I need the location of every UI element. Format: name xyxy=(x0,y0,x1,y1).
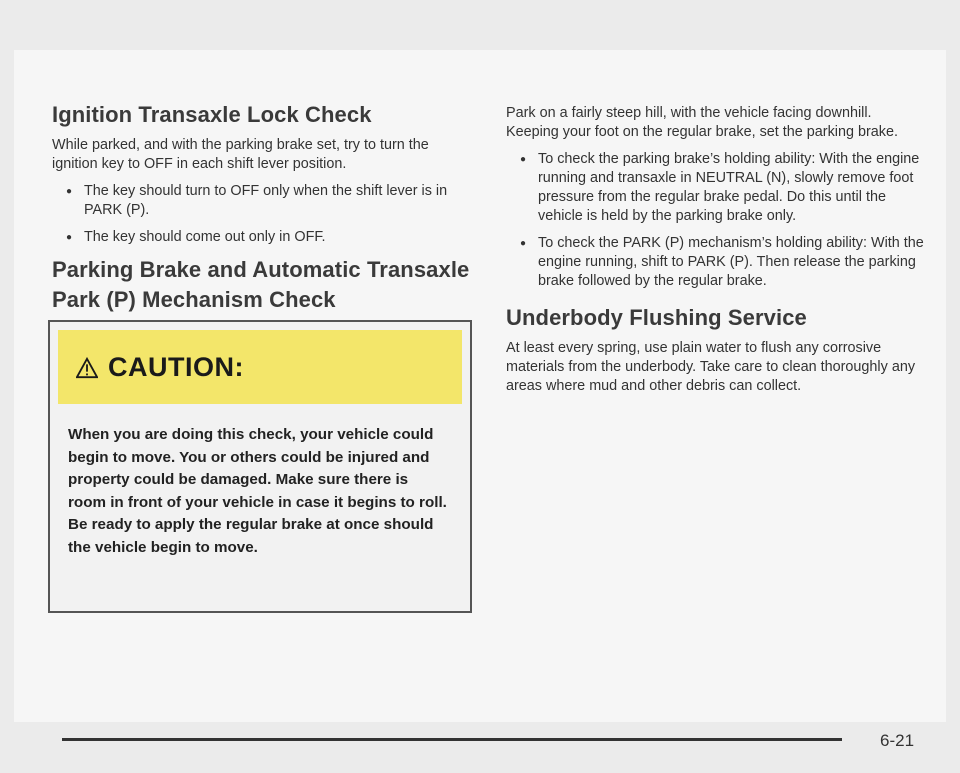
underbody-body: At least every spring, use plain water to flush any corrosive materials from the underbody. Take care to clean thoroughly any areas where mud and other debris can collect. xyxy=(506,340,916,394)
bullet-dot-icon: ● xyxy=(520,154,527,165)
bullet-dot-icon: ● xyxy=(66,232,73,243)
list-item-text: The key should come out only in OFF. xyxy=(84,229,326,245)
list-item-text: To check the PARK (P) mechanism’s holding ability: With the engine running, shift to PARK (P). Then release the parking brake followed by the regular brake. xyxy=(538,235,924,289)
page-number: 6-21 xyxy=(880,731,915,750)
caution-box xyxy=(48,320,472,613)
parking-brake-heading-line1: Parking Brake and Automatic Transaxle xyxy=(52,257,470,282)
parking-brake-heading xyxy=(52,255,470,315)
right-column xyxy=(506,104,926,396)
ignition-lock-intro: While parked, and with the parking brake set, try to turn the ignition key to OFF in each shift lever position. xyxy=(52,137,429,172)
left-column xyxy=(52,102,470,315)
underbody-heading: Underbody Flushing Service xyxy=(506,305,807,330)
warning-triangle-icon xyxy=(76,357,98,379)
parking-check-intro: Park on a fairly steep hill, with the vehicle facing downhill. Keeping your foot on the regular brake, set the parking brake. xyxy=(506,105,898,140)
list-item-text: To check the parking brake’s holding ability: With the engine running and transaxle in NEUTRAL (N), slowly remove foot pressure from the regular brake pedal. Do this until the vehicle is held by the parking brake only. xyxy=(538,151,920,224)
list-item-text: The key should turn to OFF only when the shift lever is in PARK (P). xyxy=(84,183,448,218)
list-item xyxy=(506,234,926,291)
bullet-dot-icon: ● xyxy=(66,186,73,197)
caution-title xyxy=(76,352,244,383)
caution-text: When you are doing this check, your vehicle could begin to move. You or others could be injured and property could be damaged. Make sure there is room in front of your vehicle in case it begins to roll. Be ready to apply the regular brake at once should the vehicle begin to move. xyxy=(68,426,447,556)
list-item xyxy=(52,228,470,247)
manual-page xyxy=(14,50,946,750)
bullet-dot-icon: ● xyxy=(520,238,527,249)
parking-brake-heading-line2: Park (P) Mechanism Check xyxy=(52,287,336,312)
footer-rule xyxy=(62,738,842,741)
list-item xyxy=(52,182,470,220)
list-item xyxy=(506,150,926,226)
caution-banner xyxy=(58,330,462,404)
parking-check-list xyxy=(506,150,926,291)
ignition-lock-list xyxy=(52,182,470,247)
caution-title-text: CAUTION: xyxy=(108,352,244,382)
ignition-lock-heading: Ignition Transaxle Lock Check xyxy=(52,102,372,127)
